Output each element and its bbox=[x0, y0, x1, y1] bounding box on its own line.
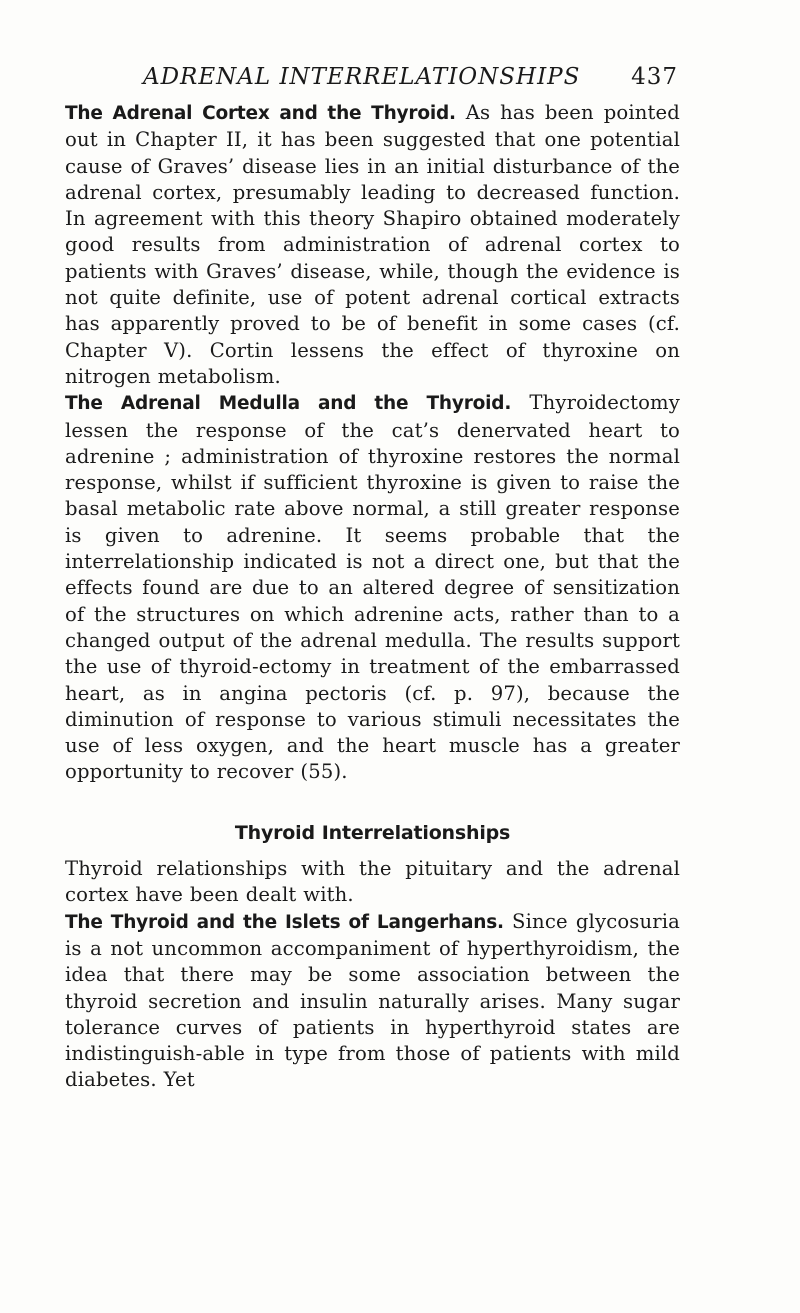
book-page bbox=[65, 60, 680, 1094]
run-in-heading: The Thyroid and the Islets of Langerhans. bbox=[65, 911, 504, 933]
paragraph-islets-of-langerhans bbox=[65, 909, 680, 1094]
running-title: ADRENAL INTERRELATIONSHIPS bbox=[143, 64, 581, 90]
paragraph-text: As has been pointed out in Chapter II, it has been suggested that one potential cause of Graves’ disease lies in an initial disturbance of the adrenal cortex, presumably leading to decreased function. In agreement with this theory Shapiro obtained moderately good results from administration of adrenal cortex to patients with Graves’ disease, while, though the evidence is not quite definite, use of potent adrenal cortical extracts has apparently proved to be of benefit in some cases (cf. Chapter V). Cortin lessens the effect of thyroxine on nitrogen metabolism. bbox=[65, 101, 680, 388]
running-head bbox=[65, 60, 680, 100]
section-intro: Thyroid relationships with the pituitary and the adrenal cortex have been dealt with. bbox=[65, 857, 680, 907]
paragraph-text: Since glycosuria is a not uncommon accompaniment of hyperthyroidism, the idea that there may be some association between the thyroid secretion and insulin naturally arises. Many sugar tolerance curves of patients in hyperthyroid states are indistinguish-able in type from those of patients with mild diabetes. Yet bbox=[65, 909, 680, 1092]
run-in-heading: The Adrenal Medulla and the Thyroid. bbox=[65, 393, 512, 415]
paragraph-adrenal-cortex bbox=[65, 100, 680, 390]
paragraph-text: Thyroidectomy lessen the response of the cat’s denervated heart to adrenine ; administration of thyroxine restores the normal response, whilst if sufficient thyroxine is given to raise the basal metabolic rate above normal, a still greater response is given to adrenine. It seems probable that the interrelationship indicated is not a direct one, but that the effects found are due to an altered degree of sensitization of the structures on which adrenine acts, rather than to a changed output of the adrenal medulla. The results support the use of thyroid-ectomy in treatment of the embarrassed heart, as in angina pectoris (cf. p. 97), because the diminution of response to various stimuli necessitates the use of less oxygen, and the heart muscle has a greater opportunity to recover (55). bbox=[65, 391, 680, 784]
run-in-heading: The Adrenal Cortex and the Thyroid. bbox=[65, 103, 456, 124]
paragraph-adrenal-medulla bbox=[65, 390, 680, 785]
section-heading: Thyroid Interrelationships bbox=[234, 821, 511, 844]
page-number: 437 bbox=[631, 64, 678, 90]
body-text bbox=[65, 100, 680, 1094]
